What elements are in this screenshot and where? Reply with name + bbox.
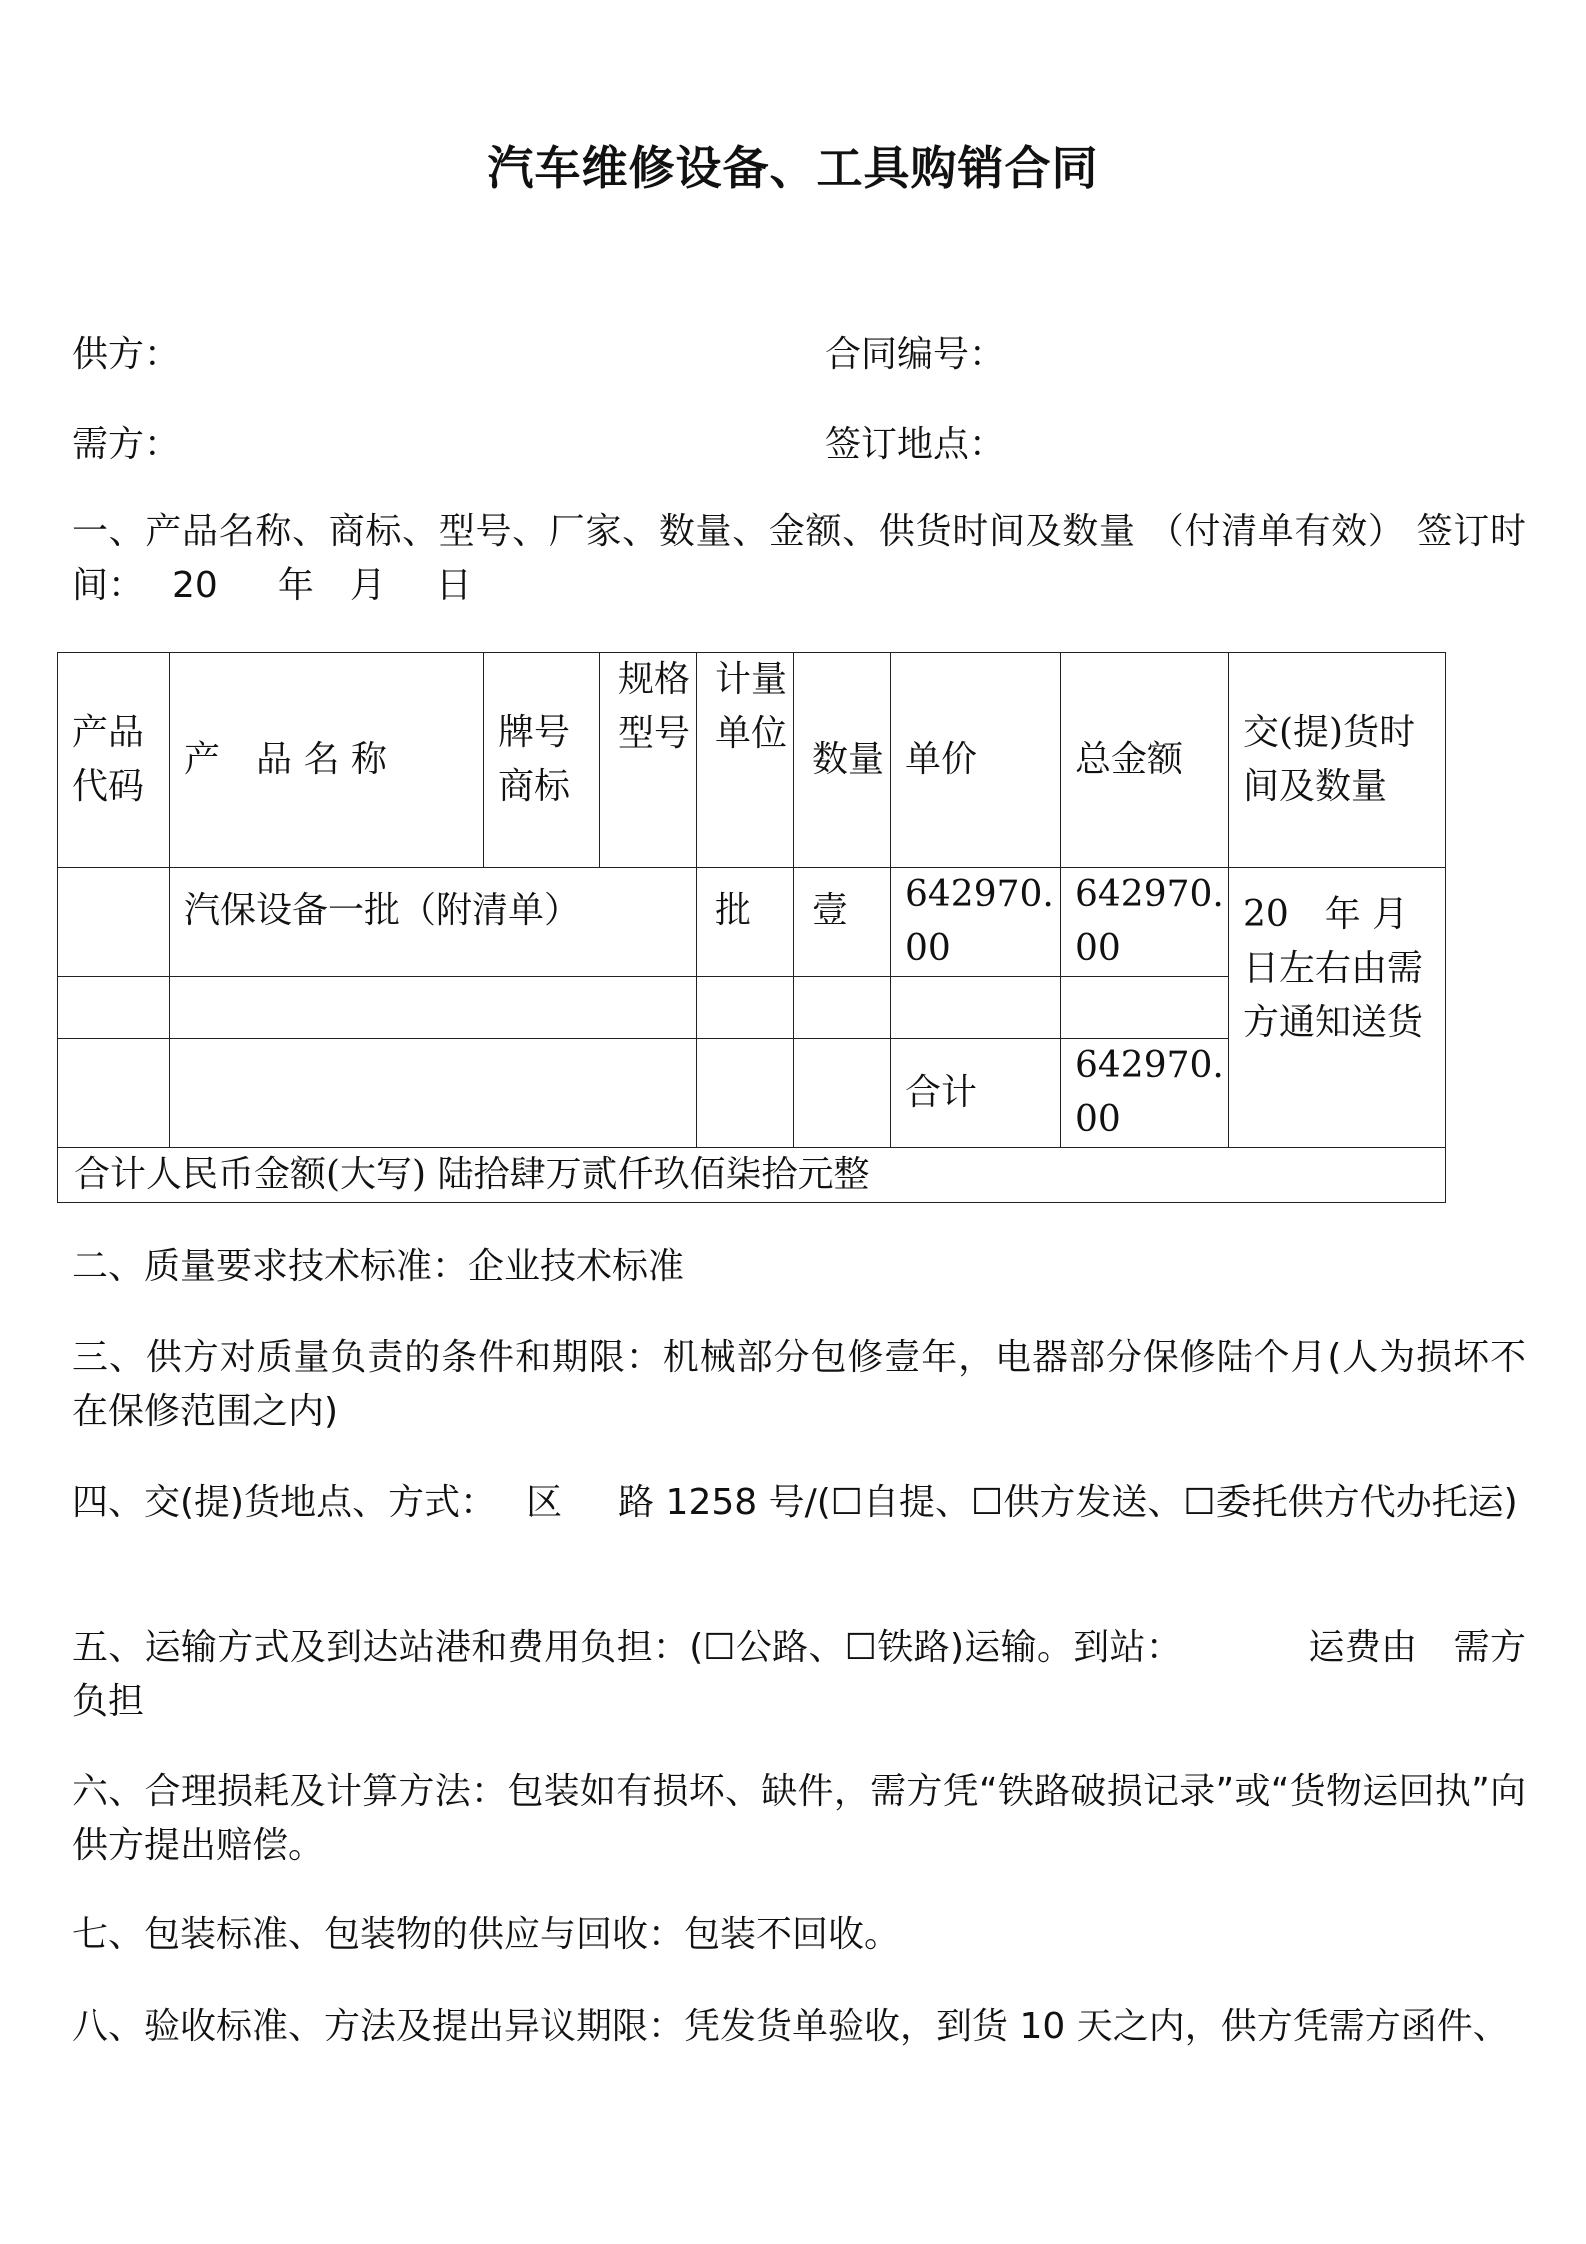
section-5-rest: 需方负担 [72, 1627, 1526, 1722]
cell-qty: 壹 [794, 868, 891, 977]
section-5-prefix: 五、运输方式及到达站港和费用负担：(☐公路、☐铁路)运输。到站： [72, 1627, 1183, 1668]
total-rmb: 合计人民币金额(大写) 陆拾肆万贰仟玖佰柒拾元整 [58, 1148, 1446, 1203]
sign-year: 20 [172, 565, 218, 606]
contract-number-label: 合同编号： [825, 334, 1006, 375]
cell-empty [891, 977, 1061, 1039]
goods-table [57, 652, 1446, 1203]
section-4-rest: 路 1258 号/(☐自提、☐供方发送、☐委托供方代办托运) [618, 1482, 1518, 1523]
subtotal-label: 合计 [891, 1039, 1061, 1148]
cell-price: 642970.00 [891, 868, 1061, 977]
cell-empty [170, 1039, 697, 1148]
total-rmb-row [58, 1148, 1446, 1203]
table-row [58, 868, 1446, 977]
cell-empty [794, 1039, 891, 1148]
buyer-label: 需方： [72, 424, 181, 465]
cell-empty [58, 1039, 170, 1148]
table-header-row [58, 653, 1446, 868]
section-7: 七、包装标准、包装物的供应与回收：包装不回收。 [72, 1914, 901, 1955]
header-amount: 总金额 [1061, 653, 1229, 868]
header-spec: 规格型号 [600, 653, 697, 868]
cell-code [58, 868, 170, 977]
cell-empty [1061, 977, 1229, 1039]
supplier-label: 供方： [72, 334, 181, 375]
signing-place-label: 签订地点： [825, 424, 1006, 465]
section-1 [72, 505, 1526, 613]
cell-empty [697, 1039, 794, 1148]
cell-delivery: 20 年 月日左右由需方通知送货 [1229, 868, 1446, 1148]
year-unit: 年 [277, 565, 314, 606]
header-code: 产品代码 [58, 653, 170, 868]
header-qty: 数量 [794, 653, 891, 868]
document-title: 汽车维修设备、工具购销合同 [487, 141, 1099, 195]
section-4-prefix: 四、交(提)货地点、方式： [72, 1482, 497, 1523]
cell-empty [170, 977, 697, 1039]
section-6: 六、合理损耗及计算方法：包装如有损坏、缺件，需方凭“铁路破损记录”或“货物运回执”向供方提出赔偿。 [72, 1771, 1526, 1866]
header-name: 产 品 名 称 [170, 653, 484, 868]
header-brand: 牌号商标 [484, 653, 600, 868]
section-4-district: 区 [526, 1482, 563, 1523]
section-3: 三、供方对质量负责的条件和期限：机械部分包修壹年，电器部分保修陆个月(人为损坏不在保修范围之内) [72, 1337, 1526, 1432]
cell-amount: 642970.00 [1061, 868, 1229, 977]
cell-empty [794, 977, 891, 1039]
section-5 [72, 1621, 1526, 1729]
section-1-text: 一、产品名称、商标、型号、厂家、数量、金额、供货时间及数量 （付清单有效） 签订时间： [72, 511, 1526, 606]
header-unit: 计量单位 [697, 653, 794, 868]
section-4 [72, 1476, 1526, 1530]
header-price: 单价 [891, 653, 1061, 868]
cell-name: 汽保设备一批（附清单） [170, 868, 697, 977]
month-unit: 月 [349, 565, 386, 606]
cell-unit: 批 [697, 868, 794, 977]
header-delivery: 交(提)货时间及数量 [1229, 653, 1446, 868]
day-unit: 日 [435, 565, 472, 606]
cell-empty [58, 977, 170, 1039]
cell-empty [697, 977, 794, 1039]
section-8: 八、验收标准、方法及提出异议期限：凭发货单验收，到货 10 天之内，供方凭需方函件、 [72, 2006, 1509, 2047]
subtotal-amount: 642970.00 [1061, 1039, 1229, 1148]
section-2: 二、质量要求技术标准：企业技术标准 [72, 1246, 685, 1287]
section-5-fee: 运费由 [1308, 1627, 1418, 1668]
